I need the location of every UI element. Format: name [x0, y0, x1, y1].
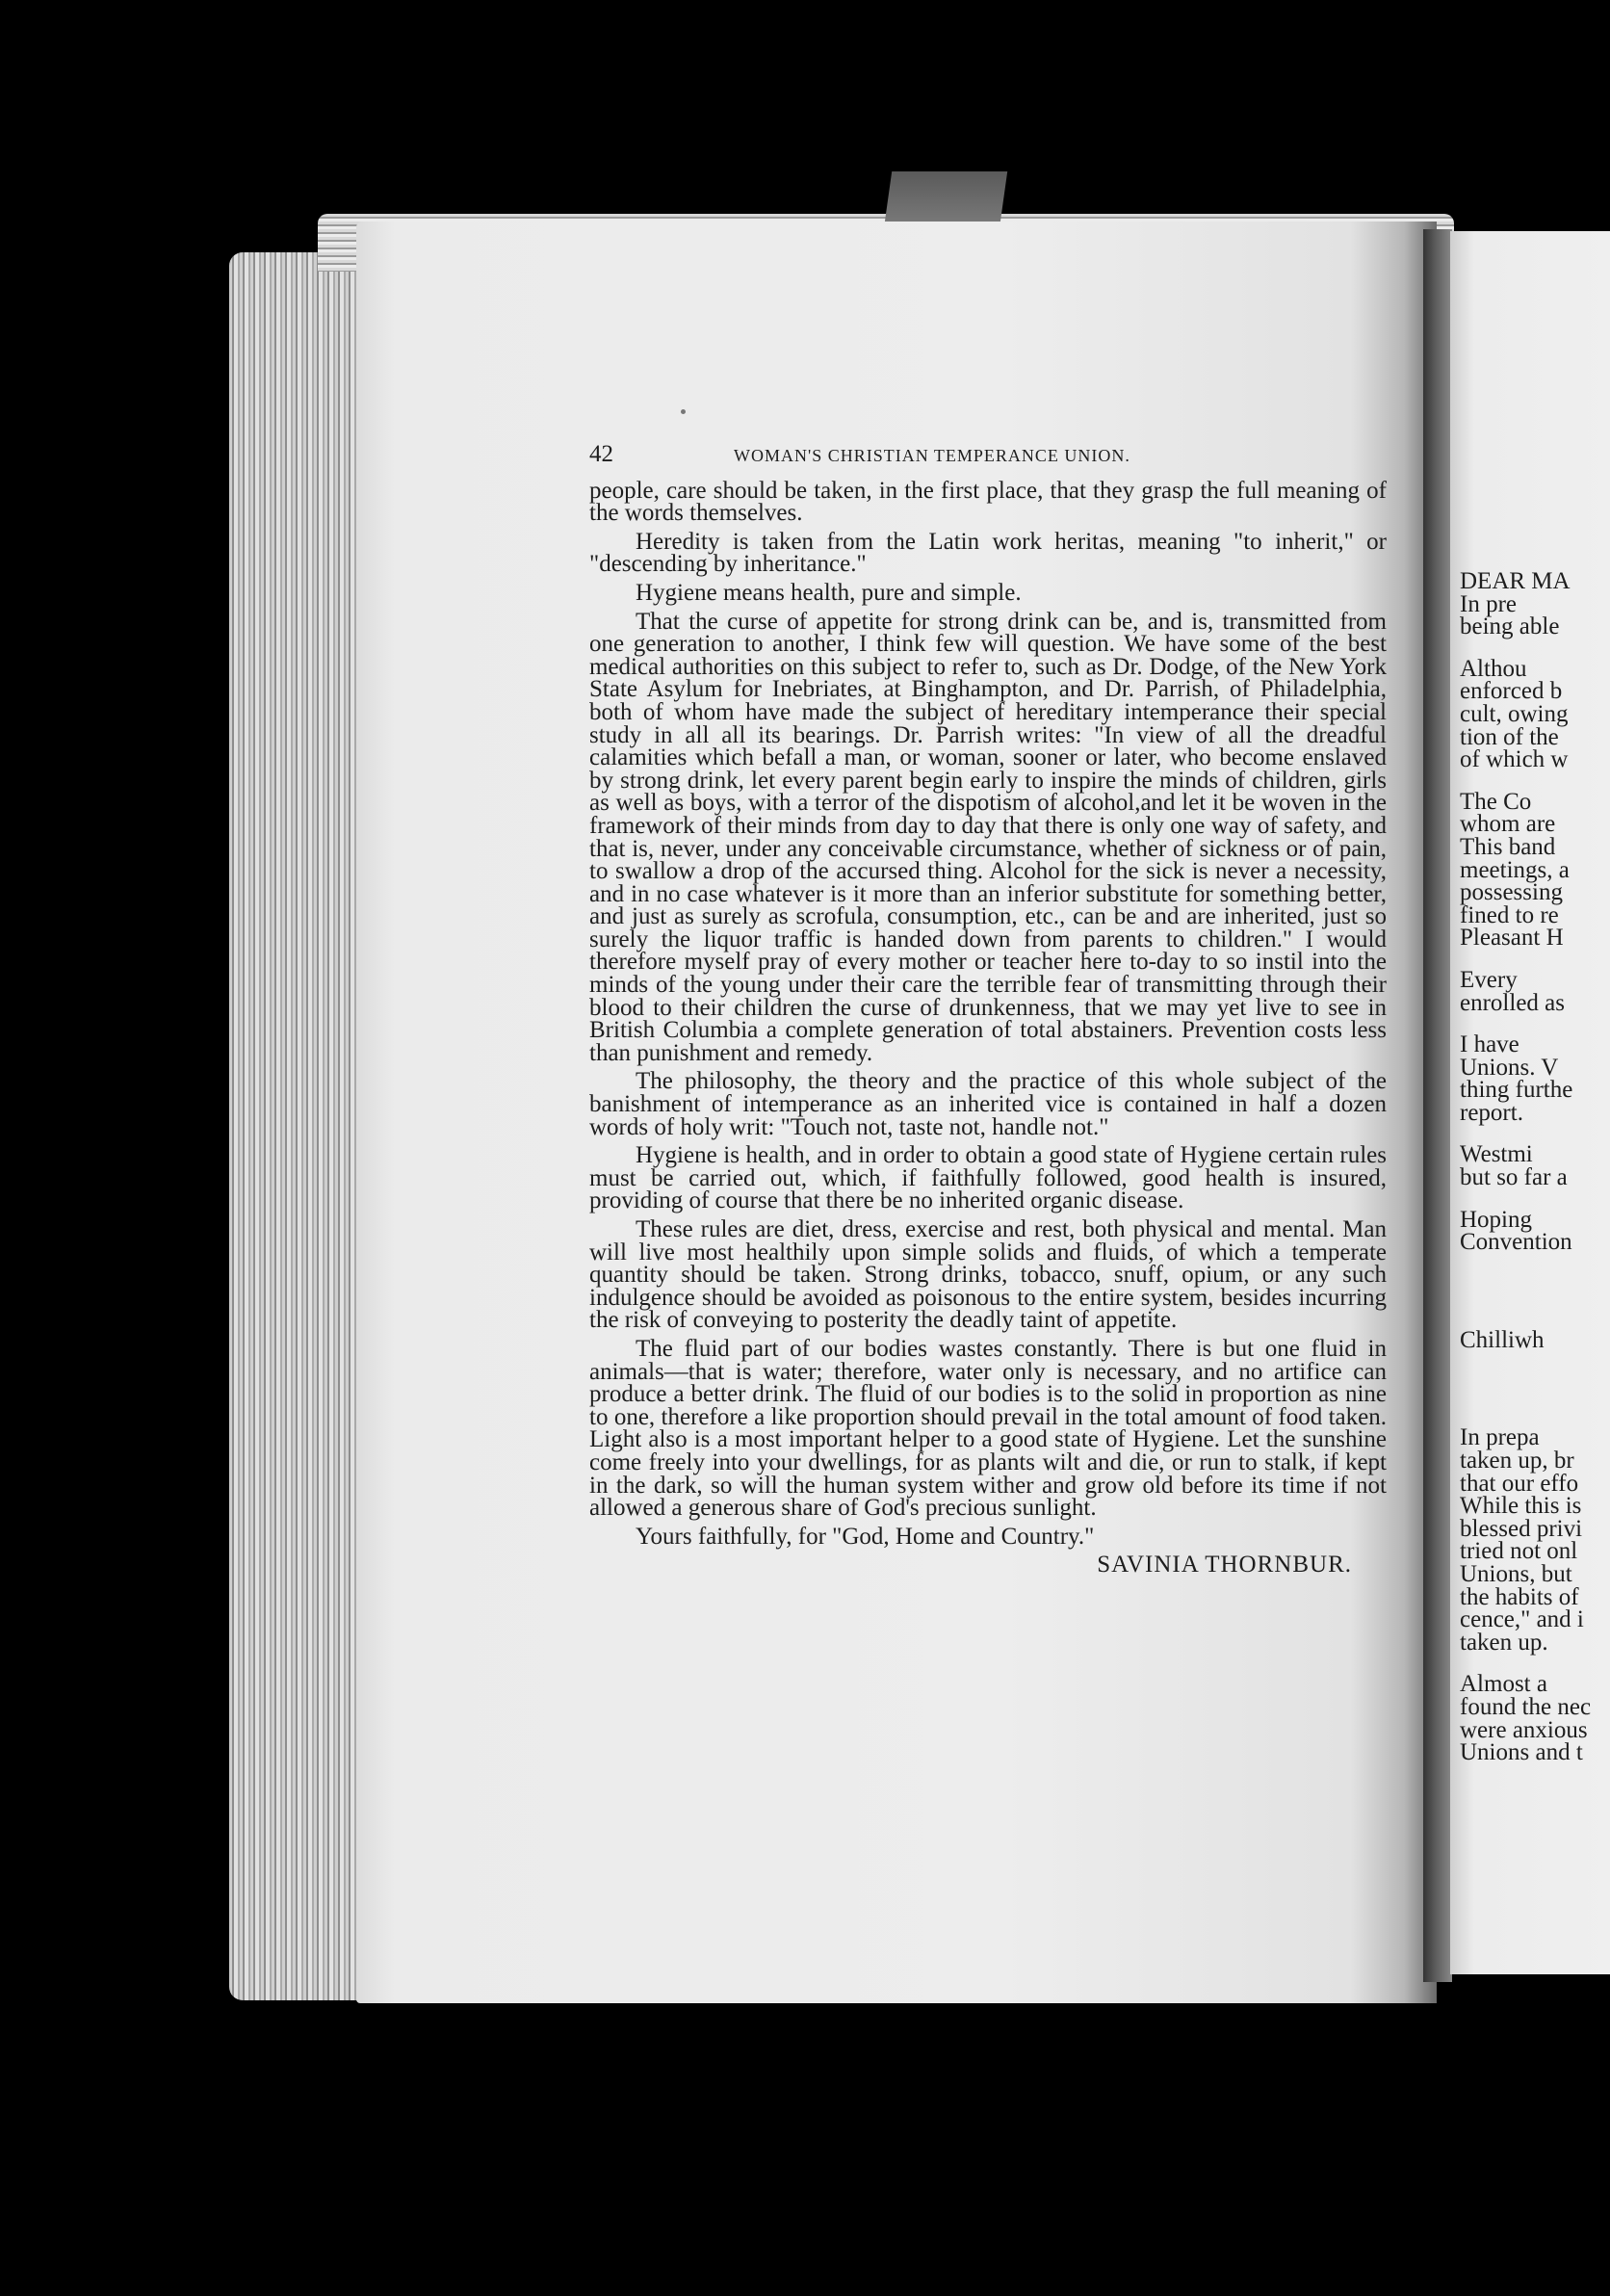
right-page-gap — [1460, 1351, 1610, 1426]
paragraph: people, care should be taken, in the first place, that they grasp the full meaning of the words themselves. — [589, 477, 1387, 527]
right-page-gap — [1460, 1254, 1610, 1329]
right-page-line: Unions, but — [1460, 1561, 1572, 1587]
right-page-line: possessing — [1460, 879, 1563, 906]
right-page-line: fined to re — [1460, 901, 1559, 928]
page-header — [589, 443, 1387, 468]
book-gutter — [1423, 229, 1452, 1982]
right-page-gap — [1460, 1189, 1610, 1209]
paragraph: The philosophy, the theory and the practice of this whole subject of the banishment of intemperance as an inherited vice is contained in half a dozen words of holy writ: "Touch not, taste not, handle not." — [589, 1068, 1387, 1140]
right-page-line: Althou — [1460, 655, 1527, 682]
right-page-line: taken up. — [1460, 1629, 1548, 1656]
right-page-line: The Co — [1460, 788, 1532, 815]
right-page-line: tion of the — [1460, 723, 1559, 750]
right-page-line: of which w — [1460, 746, 1569, 773]
right-page-gap — [1460, 771, 1610, 791]
right-page-line: whom are — [1460, 811, 1556, 838]
right-page-line: This band — [1460, 833, 1556, 860]
right-page-line: Chilliwh — [1460, 1326, 1545, 1353]
right-page-line: the habits of — [1460, 1583, 1579, 1610]
right-page-line: that our effo — [1460, 1470, 1579, 1497]
right-page-line: While this is — [1460, 1493, 1582, 1520]
right-page-line: being able — [1460, 613, 1560, 640]
stacked-page-edges — [229, 252, 374, 2000]
right-page-line: cult, owing — [1460, 700, 1569, 727]
right-page-line: In pre — [1460, 590, 1517, 617]
right-page-gap — [1460, 1124, 1610, 1143]
right-page-line: Westmi — [1460, 1141, 1533, 1168]
right-page-line: enrolled as — [1460, 989, 1565, 1016]
right-page-line: enforced b — [1460, 678, 1563, 705]
right-page-line: taken up, br — [1460, 1448, 1574, 1474]
right-page-line: were anxious — [1460, 1716, 1588, 1743]
right-page-line: report. — [1460, 1099, 1523, 1126]
right-page-text — [1460, 570, 1610, 1764]
right-page-line: Unions. V — [1460, 1054, 1559, 1081]
bookmark-tab — [884, 171, 1007, 229]
paragraph: These rules are diet, dress, exercise and rest, both physical and mental. Man will live most healthily upon simple solids and fluids, of which a temperate quantity should be taken. Strong drinks, tobacco, snuff, opium, or any such indulgence should be avoided as poisonous to the entire system, besides incurring the risk of conveying to posterity the deadly taint of appetite. — [589, 1216, 1387, 1334]
paragraph: The fluid part of our bodies wastes constantly. There is but one fluid in animals—that is water; therefore, water only is necessary, and no artifice can produce a better drink. The fluid of our bodies is to the solid in proportion as nine to one, therefore a like proportion should prevail in the total amount of food taken. Light also is a most important helper to a good state of Hygiene. Let the sunshine come freely into your dwellings, for as plants wilt and die, or run to stalk, if kept in the dark, so will the human system wither and grow old before its time if not allowed a generous share of God's precious sunlight. — [589, 1335, 1387, 1522]
right-page-line: thing furthe — [1460, 1077, 1573, 1104]
page-number: 42 — [589, 441, 613, 467]
right-page-gap — [1460, 1654, 1610, 1673]
right-page-line: cence," and i — [1460, 1606, 1584, 1633]
paragraph: Hygiene means health, pure and simple. — [636, 579, 1022, 606]
right-page-line: Convention — [1460, 1229, 1572, 1256]
right-page-line: Every — [1460, 966, 1518, 993]
right-page-gap — [1460, 950, 1610, 969]
right-page-gap — [1460, 639, 1610, 658]
right-page-line: Hoping — [1460, 1206, 1532, 1233]
paragraph: Hygiene is health, and in order to obtain a good state of Hygiene certain rules must be carried out, which, if faithfully followed, good health is insured, providing of course that there be no inherited organic disease. — [589, 1142, 1387, 1214]
right-page-gap — [1460, 1014, 1610, 1033]
paragraph: That the curse of appetite for strong drink can be, and is, transmitted from one generation to another, I think few will question. We have some of the best medical authorities on this subject to refer to, such as Dr. Dodge, of the New York State Asylum for Inebriates, at Binghampton, and Dr. Parrish, of Philadelphia, both of whom have made the subject of hereditary intemperance their special study in all all its bearings. Dr. Parrish writes: "In view of all the dreadful calamities which befall a man, or woman, sooner or later, who become enslaved by strong drink, let every parent begin early to inspire the minds of children, girls as well as boys, with a terror of the dispotism of alcohol,and let it be woven in the framework of their minds from day to day that there is only one way of safety, and that is, never, under any conceivable circumstance, whether of sickness or of pain, to swallow a drop of the accursed thing. Alcohol for the sick is never a necessity, and in no case whatever is it more than an inferior substitute for something better, and just as surely as scrofula, consumption, etc., can be and are inherited, just so surely the liquor traffic is handed down from parents to children." I would therefore myself pray of every mother or teacher here to-day to so instil into the minds of the young under their care the terrible fear of transmitting through their blood to their children the curse of drunkenness, that we may yet live to see in British Columbia a complete generation of total abstainers. Prevention costs less than punishment and remedy. — [589, 608, 1387, 1066]
left-page-text — [589, 443, 1387, 1582]
page-speck — [681, 409, 686, 414]
signature: SAVINIA THORNBUR. — [1097, 1552, 1352, 1578]
closing-line: Yours faithfully, for "God, Home and Country." — [636, 1523, 1095, 1550]
right-page-line: tried not onl — [1460, 1538, 1578, 1565]
right-page-line: found the nec — [1460, 1693, 1592, 1720]
right-page-line: meetings, a — [1460, 856, 1570, 883]
right-page-line: I have — [1460, 1031, 1519, 1058]
running-head: WOMAN'S CHRISTIAN TEMPERANCE UNION. — [734, 446, 1130, 465]
right-page-line: DEAR MA — [1460, 568, 1571, 594]
right-page-line: In prepa — [1460, 1424, 1540, 1451]
right-page-line: Unions and t — [1460, 1739, 1583, 1766]
right-page-line: Almost a — [1460, 1671, 1547, 1698]
paragraph: Heredity is taken from the Latin work heritas, meaning "to inherit," or "descending by inheritance." — [589, 528, 1387, 578]
right-page-line: but so far a — [1460, 1164, 1568, 1191]
right-page-line: blessed privi — [1460, 1515, 1583, 1542]
right-page-line: Pleasant H — [1460, 925, 1564, 952]
